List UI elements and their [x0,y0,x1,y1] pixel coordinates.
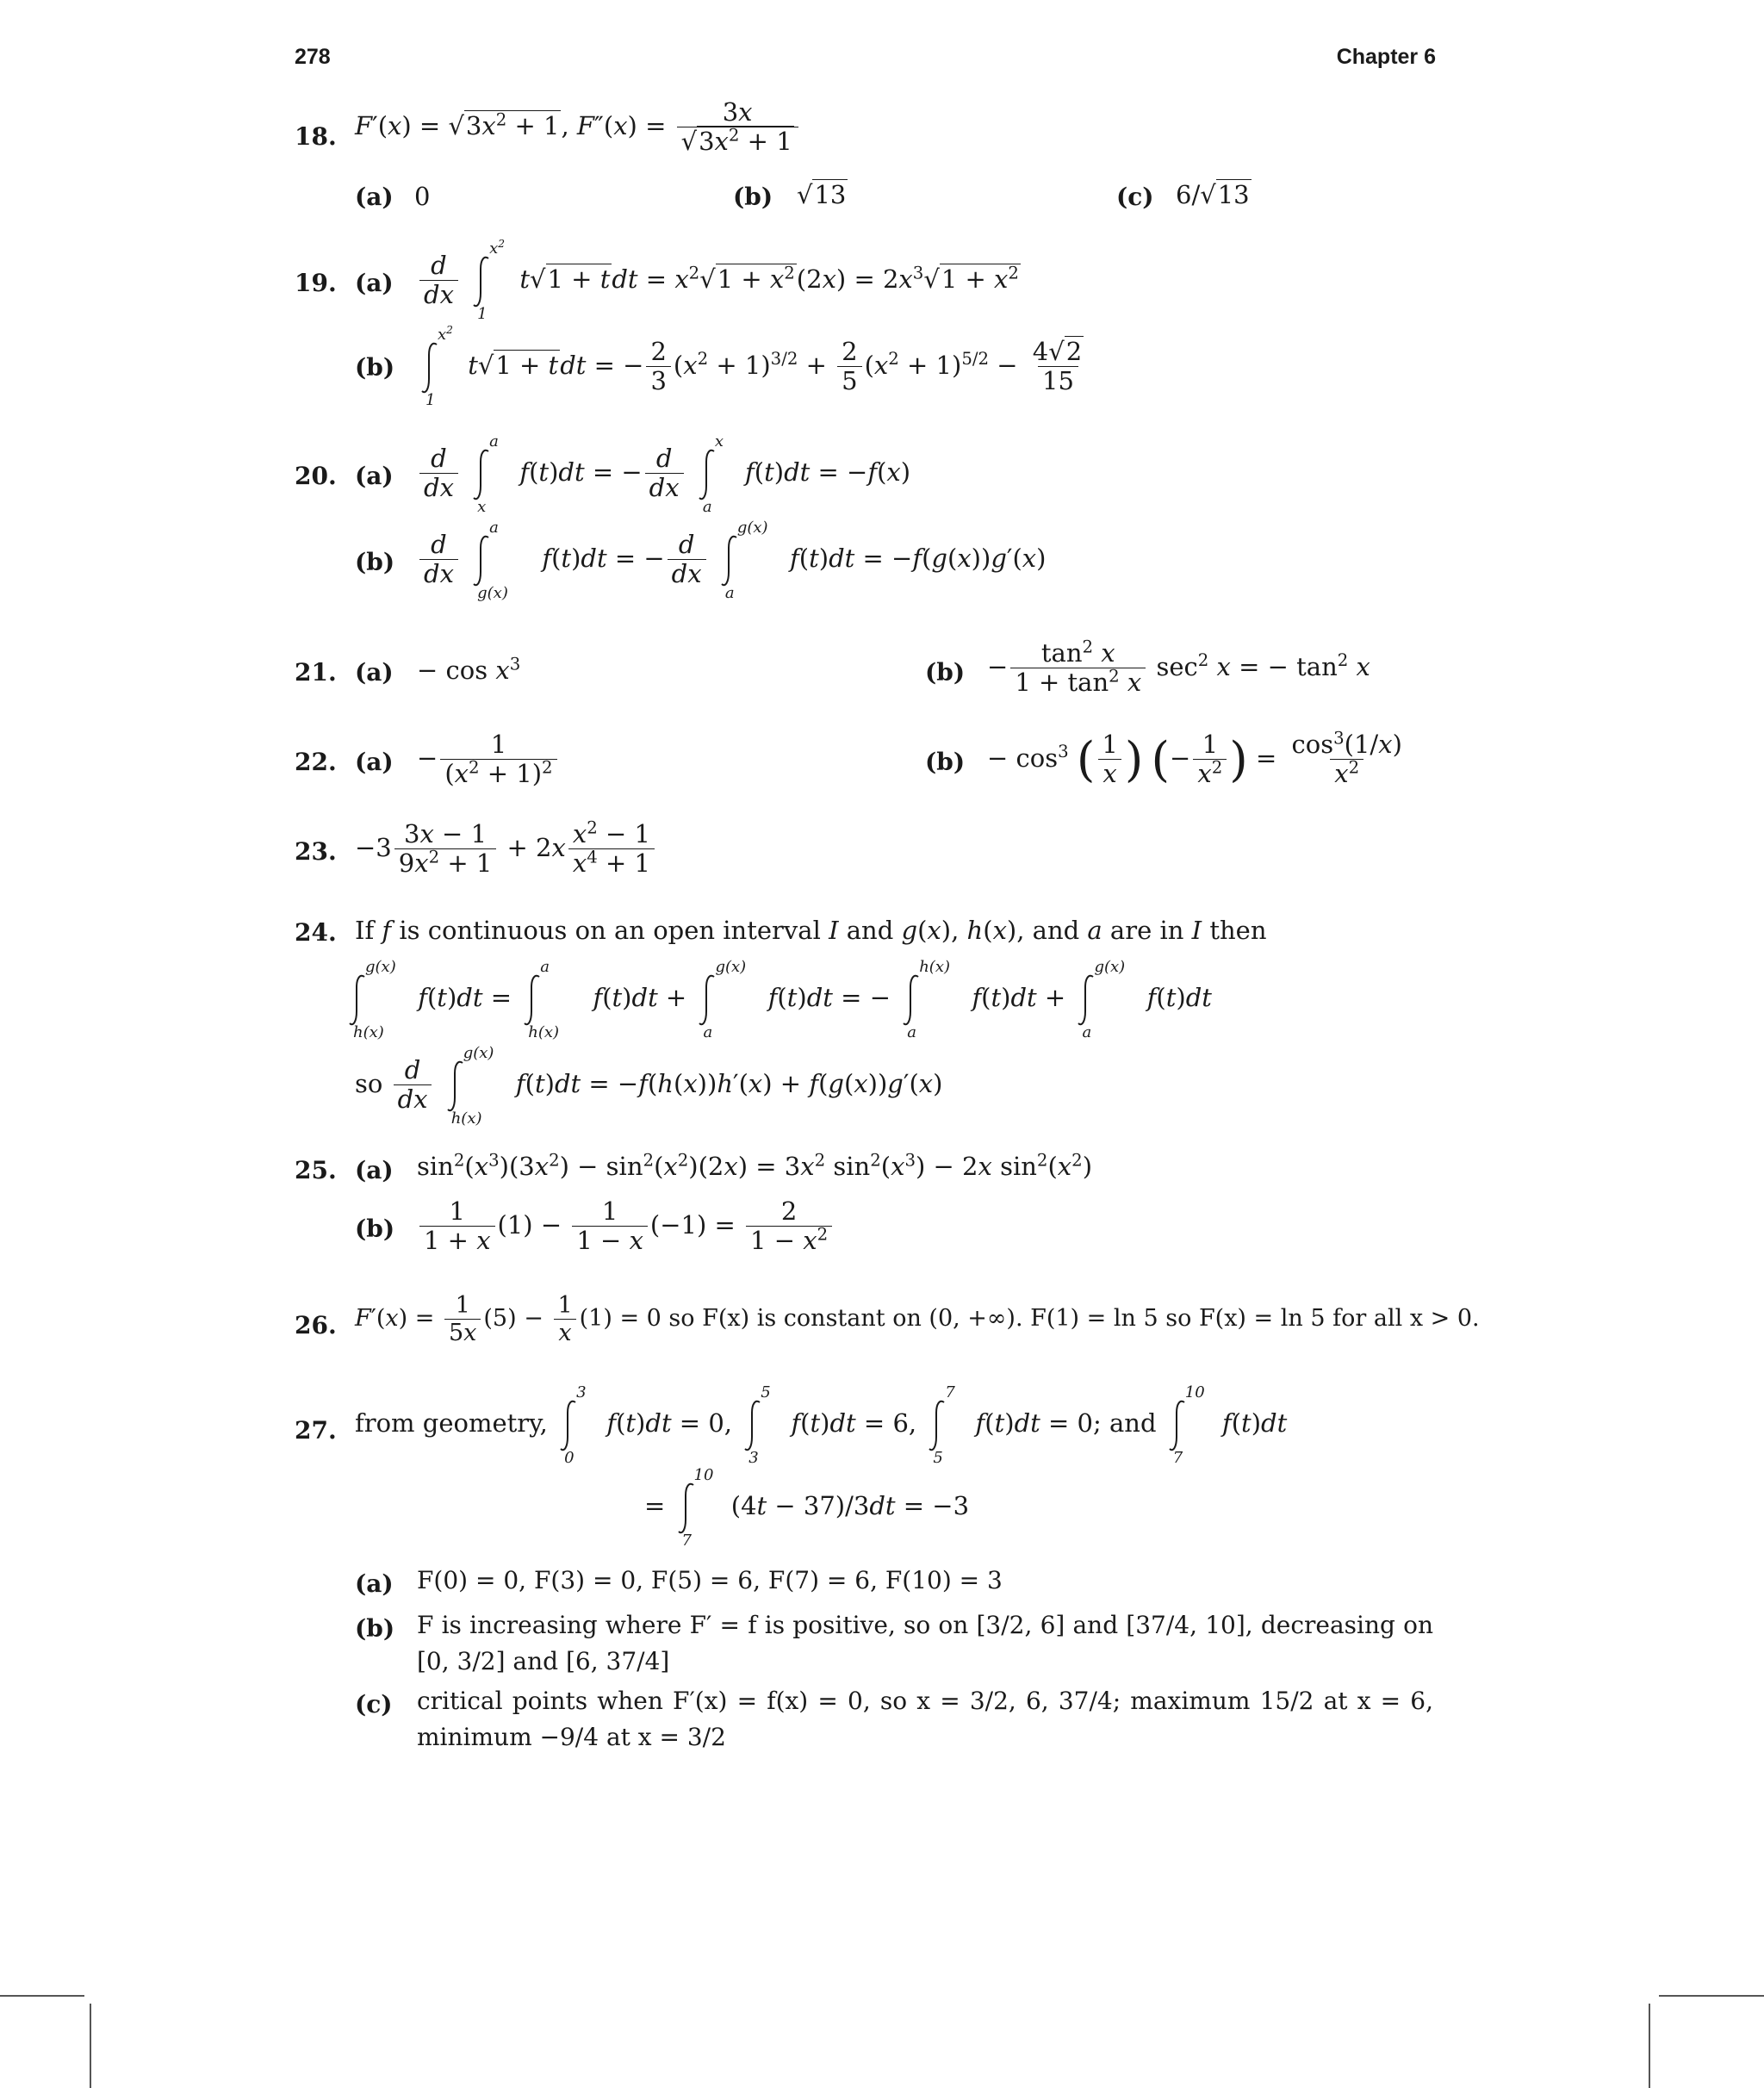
equation-18: $F'(x) = √3x^2 + 1$, F″(x) = $\frac{3x}{√3x^2 + 1}$ [355,98,801,157]
answer-value: 0 [414,182,431,211]
conclusion-26: so F(x) is constant on (0, +∞). F(1) = ln 5 so F(x) = ln 5 for all x > 0. [661,1305,1480,1333]
part-label: (a) [355,462,394,490]
part-label: (a) [355,269,394,297]
crop-mark [0,1995,84,1997]
equation-26: F′(x) = $\frac{1}{5x}$ (5) − $\frac{1}{x}$ (1) = 0 so F(x) is constant on (0, +∞). F(1) = ln 5 so F(x) = ln 5 for all x > 0. [355,1292,1480,1347]
answer-18c: 6/√13 [1176,180,1250,209]
answer-18b: √13 [797,180,847,209]
problem-number: 27. [295,1416,337,1445]
answer-27a: F(0) = 0, F(3) = 0, F(5) = 6, F(7) = 6, F(10) = 3 [417,1566,1003,1594]
equation-25a: $\sin^2(x^3)(3x^2) - \sin^2(x^2)(2x) = 3x^2$ $\sin^2(x^3) - 2x$ $\sin^2(x^2)$ [417,1150,1093,1181]
equation-25b: $\frac{1}{1 + x}$ (1) − $\frac{1}{1 - x}$ (−1) = $\frac{2}{1 - x^2}$ [417,1197,835,1256]
equation-19b: $x^2$ 1 t√1 + tdt = − $\frac{2}{3}$ $(x^2 + 1)^{3/2}$ + $\frac{2}{5}$ $(x^2 + 1)^{5/2}$ − $\frac{4√2}{15}$ [417,338,1090,396]
page-number: 278 [295,45,331,69]
equation-27-geometry: from geometry, 3 0 f(t)dt = 0, 5 3 f(t)dt = 6, 7 5 f(t)dt = 0; and 10 7 f(t)dt [355,1383,1288,1467]
crop-mark [90,2004,91,2088]
part-label: (a) [355,748,394,776]
statement-24: If f is continuous on an open interval I and g(x), h(x), and a are in I then [355,916,1267,945]
word-so: so [355,1068,383,1098]
answer-27c: critical points when F′(x) = f(x) = 0, so x = 3/2, 6, 37/4; maximum 15/2 at x = 6, minimum −9/4 at x = 3/2 [417,1687,1433,1751]
part-label: (c) [1116,183,1154,211]
equation-24-derivative: so $\frac{d}{dx}$ g(x) h(x) f(t)dt = −f(h(x))h′(x) + f(g(x))g′(x) [355,1043,943,1128]
part-label: (b) [925,658,966,687]
equation-22a: − $\frac{1}{(x^2 + 1)^2}$ [417,730,560,789]
part-label: (b) [925,748,966,776]
part-label: (c) [355,1690,393,1718]
equation-20a: $\frac{d}{dx}$ a x f(t)dt = − $\frac{d}{dx}$ x a f(t)dt = −f(x) [417,444,910,503]
equation-24-split: g(x) h(x) f(t)dt = a h(x) f(t)dt + g(x) a f(t)dt = − h(x) a f(t)dt + g(x) a f(t)dt [345,972,1212,1027]
crop-mark [1649,2004,1650,2088]
equation-21b: − $\frac{\tan^2 x}{1 + \tan^2 x}$ $\sec^2 x$ = − $\tan^2 x$ [987,637,1370,698]
equation-23: −3 $\frac{3x - 1}{9x^2 + 1}$ + 2x $\frac{x^2 - 1}{x^4 + 1}$ [355,820,657,879]
chapter-heading: Chapter 6 [1336,45,1436,69]
problem-number: 20. [295,462,337,490]
part-label: (b) [355,1215,395,1243]
part-label: (a) [355,183,394,211]
problem-number: 19. [295,269,337,297]
part-label: (b) [355,548,395,576]
equation-19a: $\frac{d}{dx}$ $x^2$ 1 t√1 + tdt = $x^2√1 + x^2(2x) = 2x^3√1 + x^2$ [417,252,1021,310]
part-label: (b) [733,183,773,211]
equation-22b: − $\cos^3$ ( $\frac{1}{x}$ ) (− $\frac{1}{x^2}$ ) = $\frac{\cos^3(1/x)}{x^2}$ [987,728,1402,789]
problem-number: 21. [295,658,337,687]
problem-number: 22. [295,748,337,776]
part-label: (a) [355,1156,394,1184]
answer-27b: F is increasing where F′ = f is positive, so on [3/2, 6] and [37/4, 10], decreasing on [0, 3/2] and [6, 37/4] [417,1611,1433,1675]
problem-number: 24. [295,918,337,947]
equation-27-value: = 10 7 (4t − 37)/3dt = −3 [644,1466,970,1550]
part-label: (b) [355,353,395,382]
crop-mark [1659,1995,1764,1997]
problem-number: 23. [295,837,337,866]
from-geometry-text: from geometry, [355,1408,548,1438]
problem-number: 18. [295,122,337,151]
equation-20b: $\frac{d}{dx}$ a g(x) f(t)dt = − $\frac{d}{dx}$ g(x) a f(t)dt = −f(g(x))g′(x) [417,531,1046,589]
part-label: (b) [355,1614,395,1643]
problem-number: 26. [295,1311,337,1339]
answer-prefix: 6/ [1176,180,1201,209]
problem-number: 25. [295,1156,337,1184]
part-label: (a) [355,1569,394,1598]
part-label: (a) [355,658,394,687]
equation-21a: − $\cos x^3$ [417,654,521,685]
